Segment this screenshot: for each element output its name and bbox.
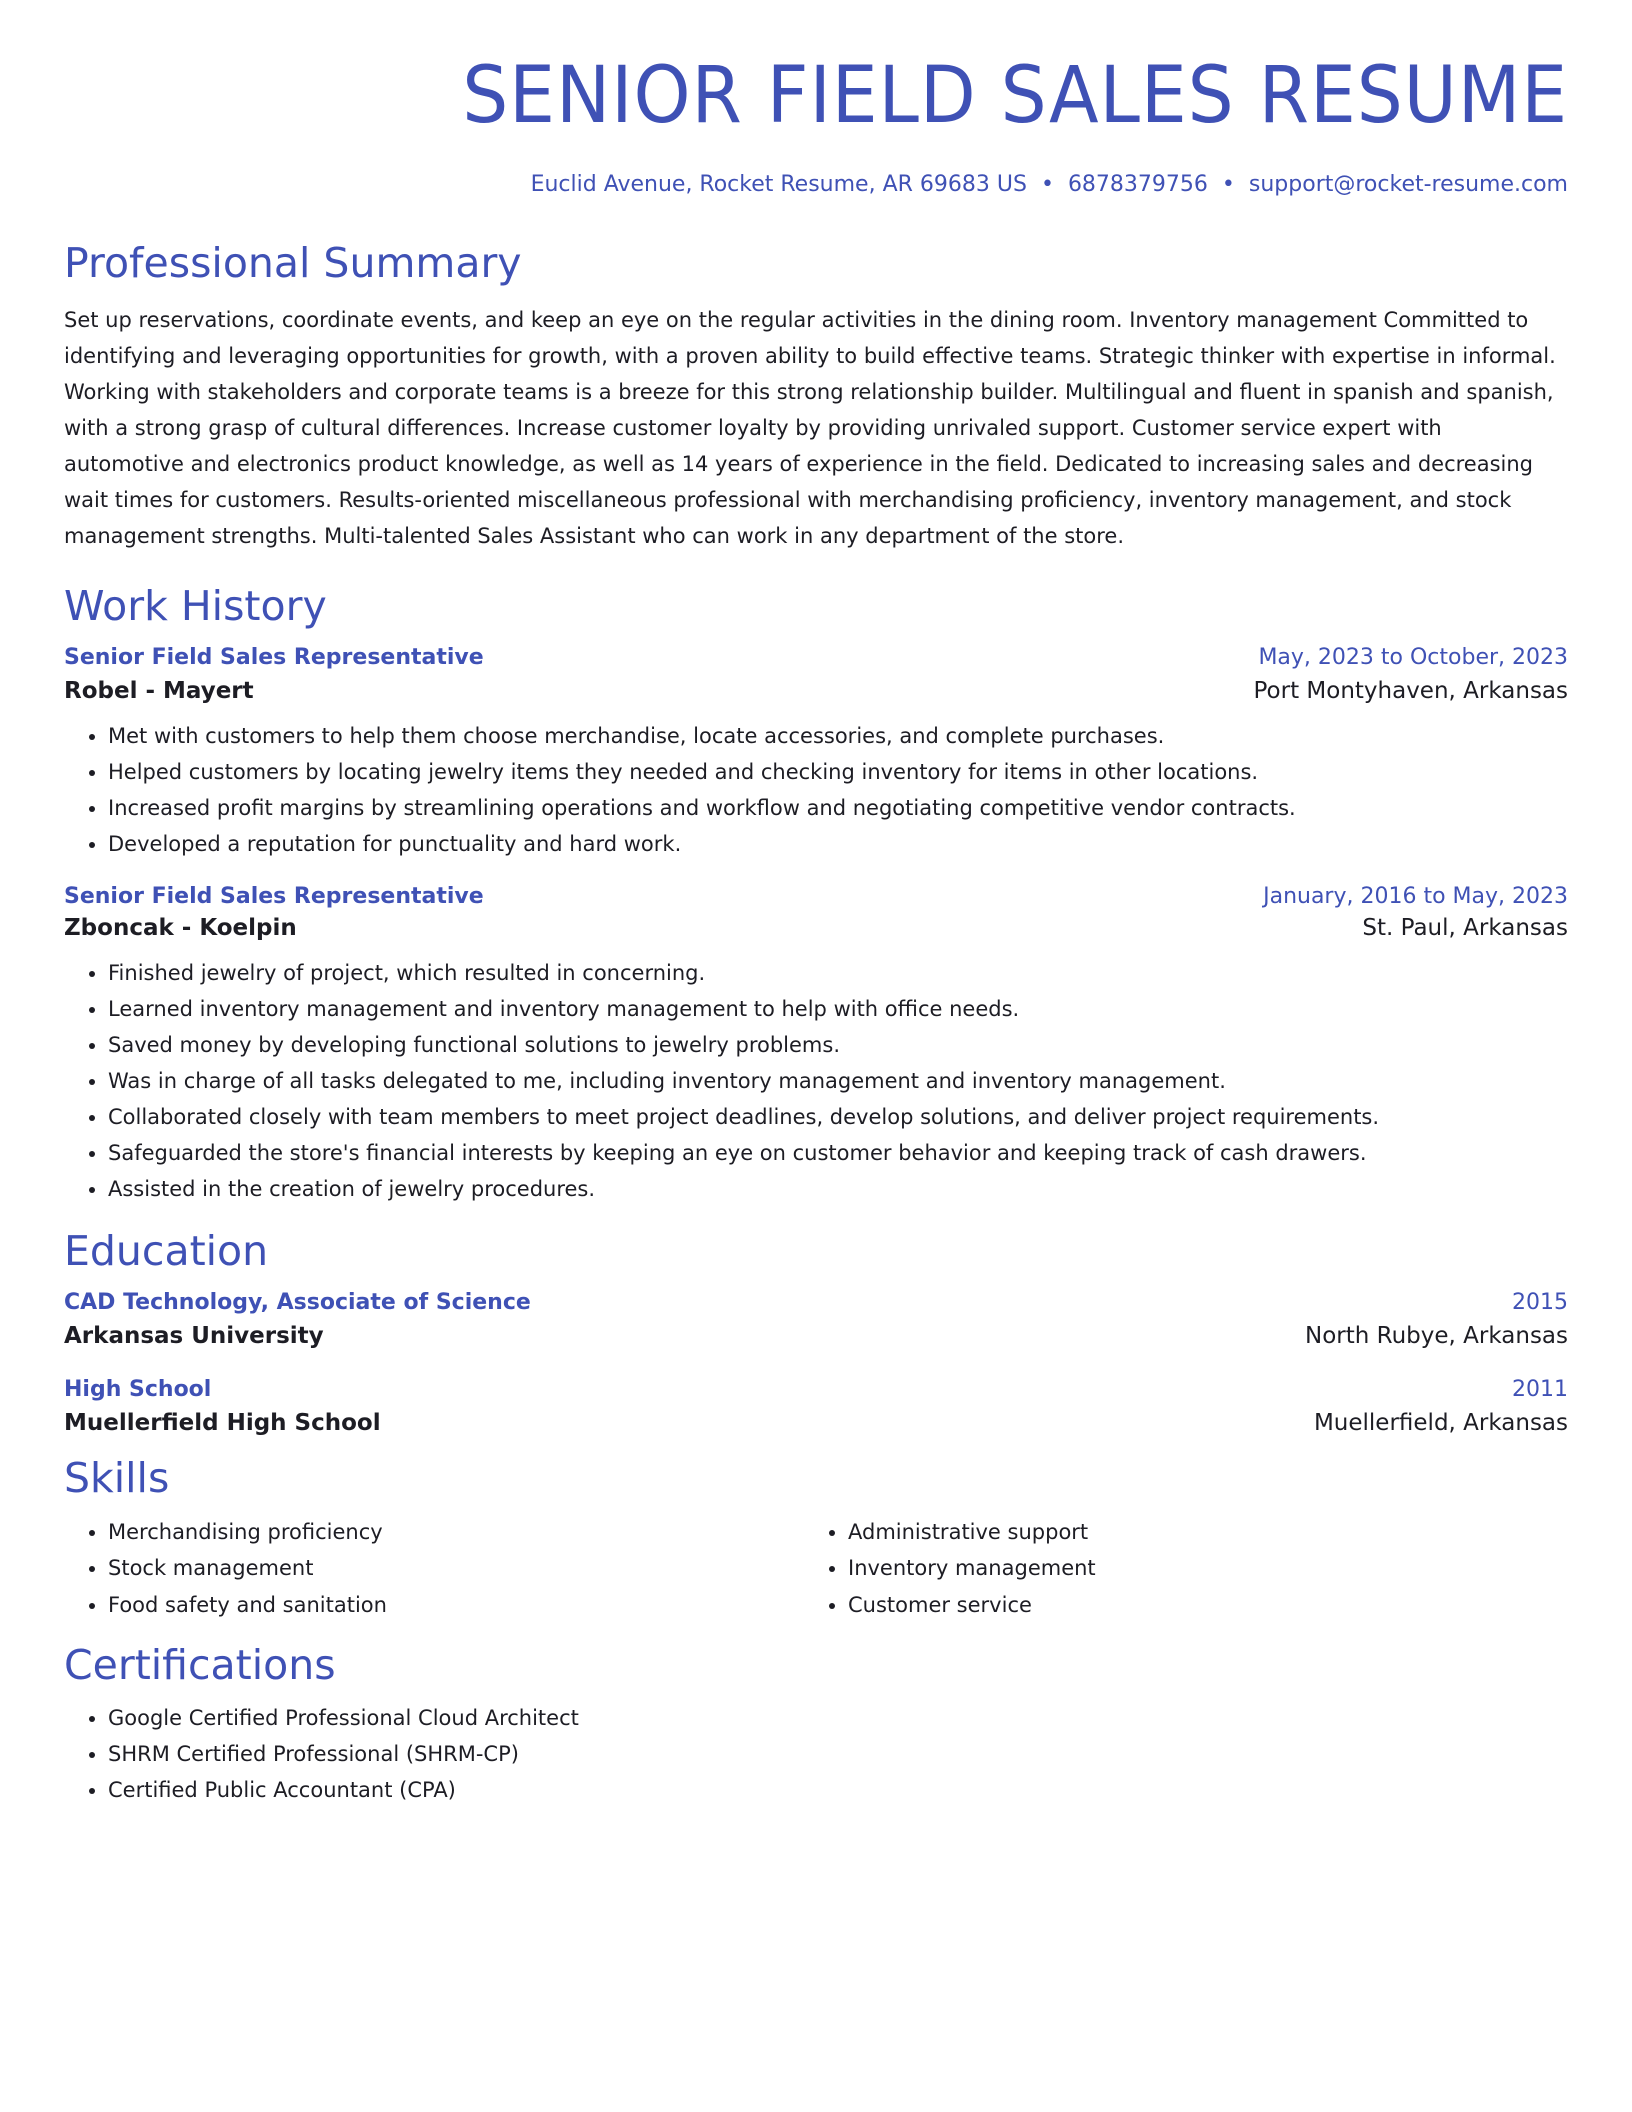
job-dates: May, 2023 to October, 2023 — [1258, 645, 1568, 671]
education-school: Arkansas University — [64, 1323, 324, 1350]
education-degree: CAD Technology, Associate of Science — [64, 1290, 531, 1316]
skills-list-right — [804, 1514, 1544, 1624]
job-bullet: • Developed a reputation for punctuality and hard work. — [108, 826, 1568, 862]
job-dates: January, 2016 to May, 2023 — [1263, 884, 1568, 910]
education-header-row — [64, 1290, 1568, 1315]
skills-columns — [64, 1514, 1568, 1624]
skills-list-left — [64, 1514, 804, 1624]
resume-title: SENIOR FIELD SALES RESUME — [462, 51, 1569, 141]
job-header-row — [64, 884, 1568, 909]
job-bullet: • Finished jewelry of project, which resulted in concerning. — [108, 955, 1568, 991]
education-school-row — [64, 1410, 1568, 1436]
job-bullet: • Helped customers by locating jewelry items they needed and checking inventory for items in other locations. — [108, 754, 1568, 790]
job-title: Senior Field Sales Representative — [64, 884, 484, 910]
job-bullet: • Was in charge of all tasks delegated to me, including inventory management and inventory management. — [108, 1063, 1568, 1099]
job-bullet: • Collaborated closely with team members to meet project deadlines, develop solutions, and deliver project requirements. — [108, 1099, 1568, 1135]
education-entry — [64, 1377, 1568, 1436]
skill-item: • Customer service — [848, 1587, 1544, 1624]
job-header-row — [64, 645, 1568, 670]
job-bullet: • Assisted in the creation of jewelry procedures. — [108, 1171, 1568, 1207]
job-bullet: • Met with customers to help them choose merchandise, locate accessories, and complete purchases. — [108, 718, 1568, 754]
contact-separator: • — [1040, 171, 1054, 197]
education-location: Muellerfield, Arkansas — [1313, 1410, 1568, 1437]
education-year: 2015 — [1512, 1290, 1568, 1316]
certification-item: • Certified Public Accountant (CPA) — [108, 1772, 1568, 1808]
education-location: North Rubye, Arkansas — [1305, 1323, 1568, 1350]
contact-phone: 6878379756 — [1067, 171, 1208, 197]
job-title: Senior Field Sales Representative — [64, 645, 484, 671]
job-bullets — [64, 718, 1568, 862]
education-school-row — [64, 1323, 1568, 1349]
job-bullet: • Increased profit margins by streamlining operations and workflow and negotiating competitive vendor contracts. — [108, 790, 1568, 826]
contact-separator: • — [1221, 171, 1235, 197]
skill-item: • Merchandising proficiency — [108, 1514, 804, 1551]
education-entry — [64, 1290, 1568, 1349]
skill-item: • Stock management — [108, 1550, 804, 1587]
job-company: Zboncak - Koelpin — [64, 915, 297, 942]
certification-item: • Google Certified Professional Cloud Architect — [108, 1700, 1568, 1736]
job-bullet: • Learned inventory management and inventory management to help with office needs. — [108, 991, 1568, 1027]
education-header-row — [64, 1377, 1568, 1402]
job-bullets — [64, 955, 1568, 1207]
education-school: Muellerfield High School — [64, 1410, 381, 1437]
job-location: Port Montyhaven, Arkansas — [1253, 678, 1568, 705]
job-entry — [64, 645, 1568, 862]
skills-heading: Skills — [64, 1454, 170, 1503]
job-company-row — [64, 915, 1568, 941]
skill-item: • Administrative support — [848, 1514, 1544, 1551]
job-bullet: • Safeguarded the store's financial interests by keeping an eye on customer behavior and keeping track of cash drawers. — [108, 1135, 1568, 1171]
contact-email: support@rocket-resume.com — [1248, 171, 1568, 197]
job-entry — [64, 884, 1568, 1207]
education-heading: Education — [64, 1227, 269, 1276]
certification-item: • SHRM Certified Professional (SHRM-CP) — [108, 1736, 1568, 1772]
job-location: St. Paul, Arkansas — [1362, 915, 1568, 942]
contact-line — [64, 172, 1568, 197]
summary-heading: Professional Summary — [64, 238, 522, 287]
certifications-heading: Certifications — [64, 1641, 336, 1690]
summary-text: Set up reservations, coordinate events, and keep an eye on the regular activities in the dining room. Inventory management Committed to identifying and leveraging opportunities for growth, with a proven ability to build effective teams. Strategic thinker with expertise in informal. Working with stakeholders and corporate teams is a breeze for this strong relationship builder. Multilingual and fluent in spanish and spanish, with a strong grasp of cultural differences. Increase customer loyalty by providing unrivaled support. Customer service expert with automotive and electronics product knowledge, as well as 14 years of experience in the field. Dedicated to increasing sales and decreasing wait times for customers. Results-oriented miscellaneous professional with merchandising proficiency, inventory management, and stock management strengths. Multi-talented Sales Assistant who can work in any department of the store. — [64, 307, 1556, 548]
education-year: 2011 — [1512, 1377, 1568, 1403]
job-company: Robel - Mayert — [64, 678, 254, 705]
contact-address: Euclid Avenue, Rocket Resume, AR 69683 US — [530, 171, 1027, 197]
certifications-list — [64, 1700, 1568, 1808]
job-bullet: • Saved money by developing functional solutions to jewelry problems. — [108, 1027, 1568, 1063]
skill-item: • Inventory management — [848, 1550, 1544, 1587]
skill-item: • Food safety and sanitation — [108, 1587, 804, 1624]
education-degree: High School — [64, 1377, 212, 1403]
work-history-heading: Work History — [64, 581, 327, 630]
job-company-row — [64, 678, 1568, 704]
